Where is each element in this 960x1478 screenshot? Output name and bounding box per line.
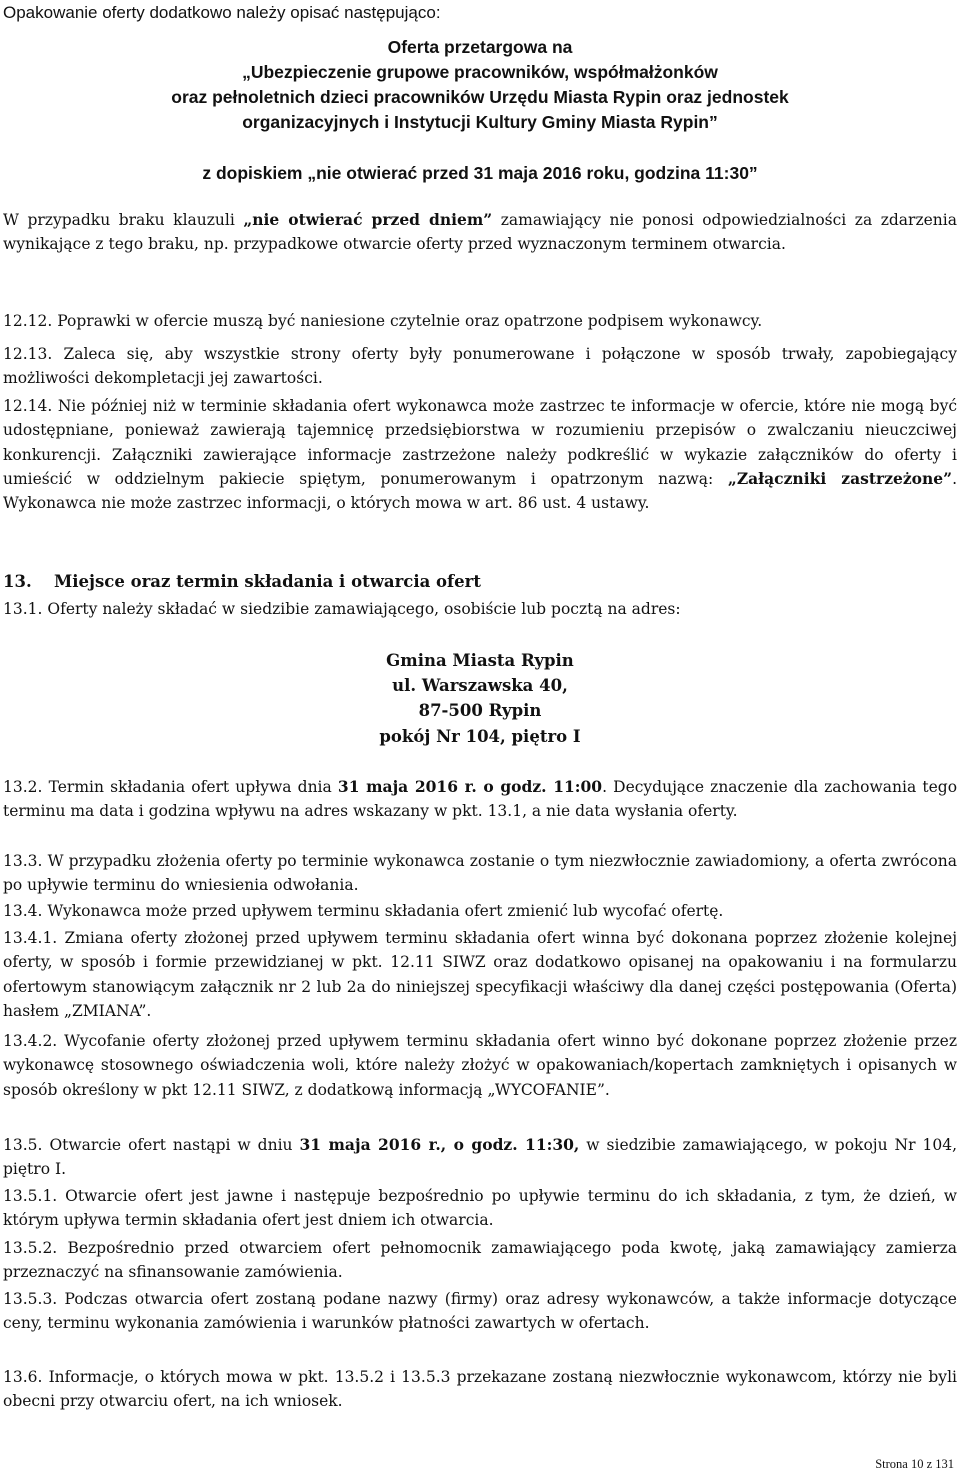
paragraph-13-5-3: 13.5.3. Podczas otwarcia ofert zostaną podane nazwy (firmy) oraz adresy wykonawców, a także informacje dotyczące ceny, terminu wykonania zamówienia i warunków płatności zawartych w ofertach. [3,1290,957,1333]
paragraph-13-4: 13.4. Wykonawca może przed upływem terminu składania ofert zmienić lub wycofać ofertę. [3,902,724,920]
paragraph-12-12: 12.12. Poprawki w ofercie muszą być naniesione czytelnie oraz opatrzone podpisem wykonawcy. [3,312,763,330]
paragraph-13-5: 13.5. Otwarcie ofert nastąpi w dniu 31 maja 2016 r., o godz. 11:30, w siedzibie zamawiającego, w pokoju Nr 104, piętro I. [3,1135,957,1179]
paragraph-13-4-2: 13.4.2. Wycofanie oferty złożonej przed upływem terminu składania ofert winno być dokonane poprzez złożenie przez wykonawcę stosownego oświadczenia woli, które należy złożyć w opakowaniach/kopertach zamkniętych i opisanych w sposób określony w pkt 12.11 SIWZ, z dodatkową informacją „WYCOFANIE”. [3,1032,957,1099]
paragraph-13-1: 13.1. Oferty należy składać w siedzibie zamawiającego, osobiście lub pocztą na adres: [3,600,681,618]
offer-label-line-1: Oferta przetargowa na [387,37,573,57]
paragraph-12-13: 12.13. Zaleca się, aby wszystkie strony oferty były ponumerowane i połączone w sposób trwały, zapobiegający możliwości dekompletacji jej zawartości. [3,345,957,388]
paragraph-13-4-1: 13.4.1. Zmiana oferty złożonej przed upływem terminu składania ofert winna być dokonana poprzez złożenie kolejnej oferty, w sposób i formie przewidzianej w pkt. 12.11 SIWZ oraz dodatkowo opisanej na opakowaniu i na formularzu ofertowym stanowiącym załącznik nr 2 lub 2a do niniejszej specyfikacji właściwy dla danej części postępowania (Oferta) hasłem „ZMIANA”. [3,929,957,1020]
intro-text: Opakowanie oferty dodatkowo należy opisać następująco: [3,3,441,22]
address-line-4: pokój Nr 104, piętro I [379,727,581,746]
offer-label-line-3: oraz pełnoletnich dzieci pracowników Urzędu Miasta Rypin oraz jednostek [171,87,789,107]
page-number: Strona 10 z 131 [875,1457,954,1471]
address-line-2: ul. Warszawska 40, [392,676,568,695]
address-line-3: 87-500 Rypin [418,701,542,720]
offer-label-line-5: z dopiskiem „nie otwierać przed 31 maja 2016 roku, godzina 11:30” [202,163,758,183]
paragraph-13-5-1: 13.5.1. Otwarcie ofert jest jawne i następuje bezpośrednio po upływie terminu do ich składania, z tym, że dzień, w którym upływa termin składania ofert jest dniem ich otwarcia. [3,1187,957,1230]
offer-label-line-4: organizacyjnych i Instytucji Kultury Gminy Miasta Rypin” [242,112,718,132]
missing-clause-paragraph: W przypadku braku klauzuli „nie otwierać przed dniem” zamawiający nie ponosi odpowiedzialności za zdarzenia wynikające z tego braku, np. przypadkowe otwarcie oferty przed wyznaczonym terminem otwarcia. [3,210,957,254]
paragraph-12-14: 12.14. Nie później niż w terminie składania ofert wykonawca może zastrzec te informacje w ofercie, które nie mogą być udostępniane, ponieważ zawierają tajemnicę przedsiębiorstwa w rozumieniu przepisów o zwalczaniu nieuczciwej konkurencji. Załączniki zawierające informacje zastrzeżone należy podkreślić w wykazie załączników do oferty i umieścić w oddzielnym pakiecie spiętym, ponumerowanym i opatrzonym nazwą: „Załączniki zastrzeżone”. Wykonawca nie może zastrzec informacji, o których mowa w art. 86 ust. 4 ustawy. [3,397,958,513]
paragraph-13-6: 13.6. Informacje, o których mowa w pkt. 13.5.2 i 13.5.3 przekazane zostaną niezwłocznie wykonawcom, którzy nie byli obecni przy otwarciu ofert, na ich wniosek. [3,1368,957,1411]
paragraph-13-5-2: 13.5.2. Bezpośrednio przed otwarciem ofert pełnomocnik zamawiającego poda kwotę, jaką zamawiający zamierza przeznaczyć na sfinansowanie zamówienia. [3,1239,957,1282]
paragraph-13-3: 13.3. W przypadku złożenia oferty po terminie wykonawca zostanie o tym niezwłocznie zawiadomiony, a oferta zwrócona po upływie terminu do wniesienia odwołania. [3,852,957,895]
offer-label-line-2: „Ubezpieczenie grupowe pracowników, współmałżonków [242,62,718,82]
address-line-1: Gmina Miasta Rypin [386,651,574,670]
section-13-heading: 13. Miejsce oraz termin składania i otwarcia ofert [3,572,481,591]
paragraph-13-2: 13.2. Termin składania ofert upływa dnia 31 maja 2016 r. o godz. 11:00. Decydujące znaczenie dla zachowania tego terminu ma data i godzina wpływu na adres wskazany w pkt. 13.1, a nie data wysłania oferty. [3,777,958,821]
